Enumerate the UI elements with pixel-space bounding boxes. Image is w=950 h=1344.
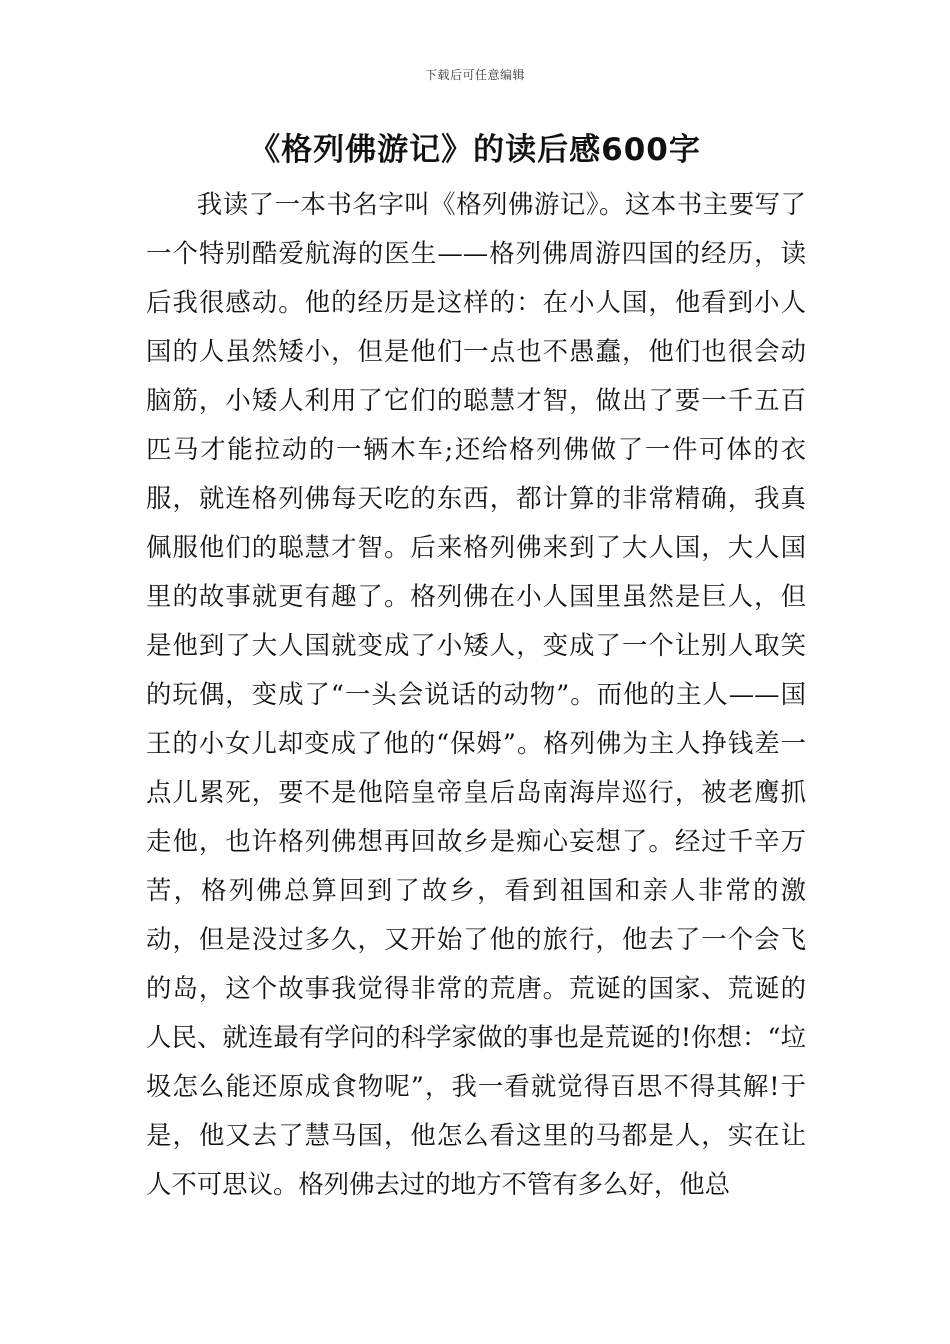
body-paragraph: 我读了一本书名字叫《格列佛游记》。这本书主要写了一个特别酷爱航海的医生——格列佛周游四国的经历，读后我很感动。他的经历是这样的：在小人国，他看到小人国的人虽然矮小，但是他们一点也不愚蠢，他们也很会动脑筋，小矮人利用了它们的聪慧才智，做出了要一千五百匹马才能拉动的一辆木车;还给格列佛做了一件可体的衣服，就连格列佛每天吃的东西，都计算的非常精确，我真佩服他们的聪慧才智。后来格列佛来到了大人国，大人国里的故事就更有趣了。格列佛在小人国里虽然是巨人，但是他到了大人国就变成了小矮人，变成了一个让别人取笑的玩偶，变成了“一头会说话的动物”。而他的主人——国王的小女儿却变成了他的“保姆”。格列佛为主人挣钱差一点儿累死，要不是他陪皇帝皇后岛南海岸巡行，被老鹰抓走他，也许格列佛想再回故乡是痴心妄想了。经过千辛万苦，格列佛总算回到了故乡，看到祖国和亲人非常的激动，但是没过多久，又开始了他的旅行，他去了一个会飞的岛，这个故事我觉得非常的荒唐。荒诞的国家、荒诞的人民、就连最有学问的科学家做的事也是荒诞的!你想：“垃圾怎么能还原成食物呢”，我一看就觉得百思不得其解!于是，他又去了慧马国，他怎么看这里的马都是人，实在让人不可思议。格列佛去过的地方不管有多么好，他总 bbox=[146, 189, 806, 1199]
document-title: 《格列佛游记》的读后感600字 bbox=[249, 132, 701, 168]
header-note: 下载后可任意编辑 bbox=[424, 68, 525, 82]
